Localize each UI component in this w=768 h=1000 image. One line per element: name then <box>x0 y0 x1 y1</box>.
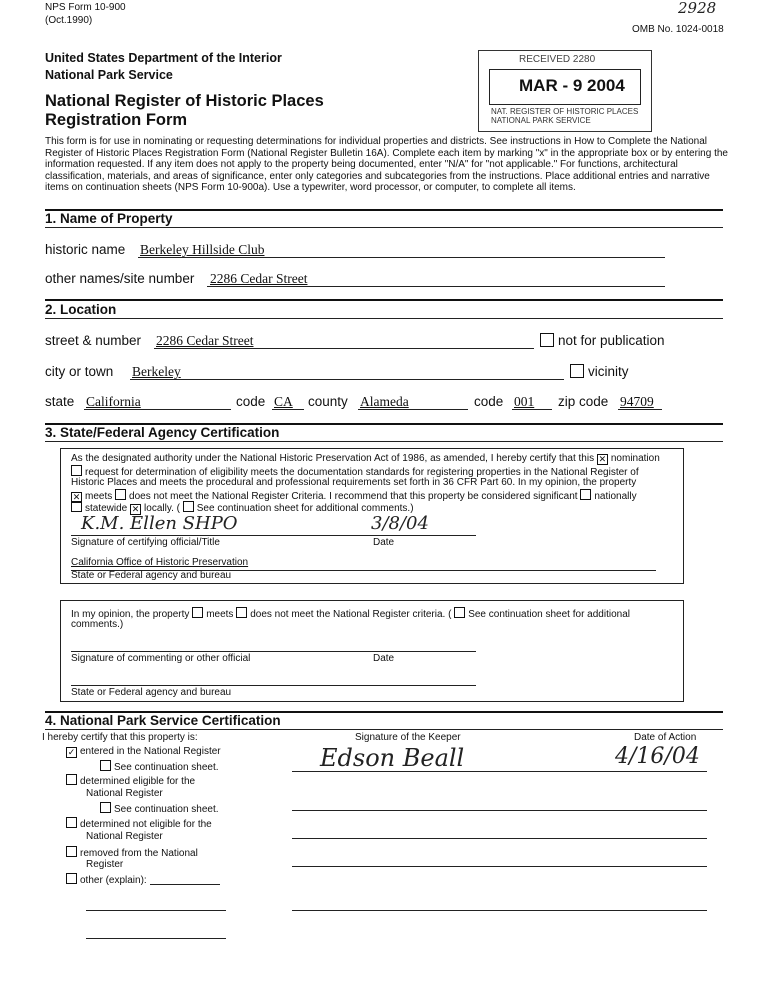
cert-text-3: Historic Places and meets the procedural and professional requirements set forth in 36 CFR Part 60. In my opinion, the property <box>71 477 637 488</box>
not-eligible-checkbox[interactable] <box>66 817 212 831</box>
see-continuation-1[interactable] <box>100 760 219 774</box>
comment-agency-label: State or Federal agency and bureau <box>71 687 232 698</box>
zip-value[interactable]: 94709 <box>620 394 654 409</box>
see-continuation-2[interactable] <box>100 802 219 816</box>
comment-date-label: Date <box>373 653 395 664</box>
signature-label: Signature of certifying official/Title <box>71 537 220 548</box>
stamp-date: MAR - 9 2004 <box>519 76 625 95</box>
opinion-see-label: See continuation sheet for additional <box>468 609 630 620</box>
city-label: city or town <box>45 364 114 379</box>
form-number: NPS Form 10-900 <box>45 2 126 13</box>
determined-eligible-label: determined eligible for the <box>80 776 196 787</box>
received-stamp <box>478 50 652 132</box>
opinion-not-meet-label: does not meet the National Register criteria. ( <box>250 609 452 620</box>
see-continuation-2-label: See continuation sheet. <box>114 804 219 815</box>
opinion-box <box>60 600 684 702</box>
city-value[interactable]: Berkeley <box>132 364 181 379</box>
other-names-label: other names/site number <box>45 271 195 286</box>
state-value[interactable]: California <box>86 394 141 409</box>
opinion-text: In my opinion, the property <box>71 609 190 620</box>
locally-checkbox[interactable]: ✕ <box>131 504 140 514</box>
county-code-label: code <box>474 394 504 409</box>
opinion-not-meet-checkbox[interactable] <box>236 607 247 618</box>
other-names-value[interactable]: 2286 Cedar Street <box>210 271 308 286</box>
opinion-meets-checkbox[interactable] <box>192 607 203 618</box>
form-subtitle: Registration Form <box>45 111 188 129</box>
cert-text-1: As the designated authority under the National Historic Preservation Act of 1986, as amended, I hereby certify that this <box>71 453 595 464</box>
cert-text-2: request for determination of eligibility meets the documentation standards for registering properties in the National Register of <box>85 467 639 478</box>
keeper-signature: Edson Beall <box>320 744 465 772</box>
see-continuation-checkbox[interactable] <box>183 501 194 512</box>
nomination-label: nomination <box>610 453 660 464</box>
keeper-label: Signature of the Keeper <box>355 732 461 743</box>
agency-label: State or Federal agency and bureau <box>71 570 232 581</box>
certifying-date: 3/8/04 <box>371 513 429 534</box>
section-4-title: 4. National Park Service Certification <box>45 713 281 728</box>
opinion-comments: comments.) <box>71 619 124 630</box>
entered-checkbox[interactable]: ✓ entered in the National Register <box>67 746 221 757</box>
county-label: county <box>308 394 348 409</box>
instructions: This form is for use in nominating or requesting determinations for individual properties and districts. See instructions in How to Complete the National Register of Historic Places Registration Form (National Register Bulletin 16A). Complete each item by marking "x" in the appropriate box or by entering the information requested. If any item does not apply to the property being documented, enter "N/A" for "not applicable." For functions, architectural classification, materials, and areas of significance, enter only categories and subcategories from the instructions. Place additional entries and narrative items on continuation sheets (NPS Form 10-900a). Use a typewriter, word processor, or computer, to complete all items. <box>45 136 728 193</box>
omb-number: OMB No. 1024-0018 <box>632 24 724 35</box>
state-code-value[interactable]: CA <box>274 394 293 409</box>
opinion-meets-label: meets <box>206 609 234 620</box>
form-date: (Oct.1990) <box>45 15 93 26</box>
vicinity-checkbox[interactable] <box>570 364 629 380</box>
certifying-signature: K.M. Ellen SHPO <box>81 513 238 534</box>
comment-signature-label: Signature of commenting or other official <box>71 653 251 664</box>
not-eligible-label: determined not eligible for the <box>80 819 212 830</box>
meets-label: meets <box>85 491 113 502</box>
removed-checkbox[interactable] <box>66 846 198 860</box>
other-checkbox[interactable] <box>66 873 147 887</box>
corner-handwritten-mark: 2928 <box>678 0 717 17</box>
certifying-agency: California Office of Historic Preservation <box>71 557 249 568</box>
nomination-checkbox[interactable]: ✕ <box>598 454 607 464</box>
state-certification-box: As the designated authority under the National Historic Preservation Act of 1986, as amended, I hereby certify that this ✕ nomination request for determination of eligibility meets the documentation standards for registering properties in the National Register of Historic Places and meets the procedural and professional requirements set forth in 36 CFR Part 60. In my opinion, the property ✕ meets does not meet the National Register Criteria. I recommend that this property be considered significant nationally statewide ✕ locally. ( See continuation sheet for additional comments.) K.M. Ellen SHPO 3/8/04 Signature of certifying official/Title Date California Office of Historic Preservation State or Federal agency and bureau <box>60 448 684 584</box>
historic-name-label: historic name <box>45 242 126 257</box>
street-label: street & number <box>45 333 142 348</box>
see-continuation-label: See continuation sheet for additional comments.) <box>196 503 414 514</box>
not-for-publication-label: not for publication <box>558 333 665 348</box>
section-1-title: 1. Name of Property <box>45 211 173 226</box>
section-2-title: 2. Location <box>45 302 117 317</box>
nationally-checkbox[interactable] <box>580 489 591 500</box>
stamp-footer: NAT. REGISTER OF HISTORIC PLACES NATIONAL PARK SERVICE <box>491 107 639 125</box>
stamp-received: RECEIVED 2280 <box>519 54 596 65</box>
removed-label: removed from the National <box>80 848 198 859</box>
statewide-label: statewide <box>85 503 128 514</box>
meets-checkbox[interactable]: ✕ <box>72 492 81 502</box>
vicinity-label: vicinity <box>588 364 629 379</box>
date-label: Date <box>373 537 395 548</box>
action-date-label: Date of Action <box>634 732 697 743</box>
does-not-meet-checkbox[interactable] <box>115 489 126 500</box>
opinion-see-checkbox[interactable] <box>454 607 465 618</box>
see-continuation-1-label: See continuation sheet. <box>114 762 219 773</box>
state-label: state <box>45 394 75 409</box>
not-eligible-label-2: National Register <box>86 831 163 842</box>
entered-label: entered in the National Register <box>80 746 221 757</box>
historic-name-value[interactable]: Berkeley Hillside Club <box>140 242 265 257</box>
department: United States Department of the Interior <box>45 51 282 65</box>
street-value[interactable]: 2286 Cedar Street <box>156 333 254 348</box>
removed-label-2: Register <box>86 859 124 870</box>
county-code-value[interactable]: 001 <box>514 394 535 409</box>
nps-intro: I hereby certify that this property is: <box>42 732 198 743</box>
action-date: 4/16/04 <box>615 744 700 769</box>
statewide-checkbox[interactable] <box>71 501 82 512</box>
locally-label: locally. <box>144 503 174 514</box>
request-checkbox[interactable] <box>71 465 82 476</box>
form-title: National Register of Historic Places <box>45 92 324 110</box>
zip-label: zip code <box>558 394 609 409</box>
section-3-title: 3. State/Federal Agency Certification <box>45 425 280 440</box>
agency: National Park Service <box>45 68 173 82</box>
not-for-publication-checkbox[interactable] <box>540 333 665 349</box>
nationally-label: nationally <box>594 491 637 502</box>
state-code-label: code <box>236 394 266 409</box>
county-value[interactable]: Alameda <box>360 394 409 409</box>
determined-eligible-checkbox[interactable] <box>66 774 195 788</box>
determined-eligible-label-2: National Register <box>86 788 163 799</box>
does-not-meet-label: does not meet the National Register Criteria. I recommend that this property be considered significant <box>129 491 578 502</box>
other-label: other (explain): <box>80 875 147 886</box>
